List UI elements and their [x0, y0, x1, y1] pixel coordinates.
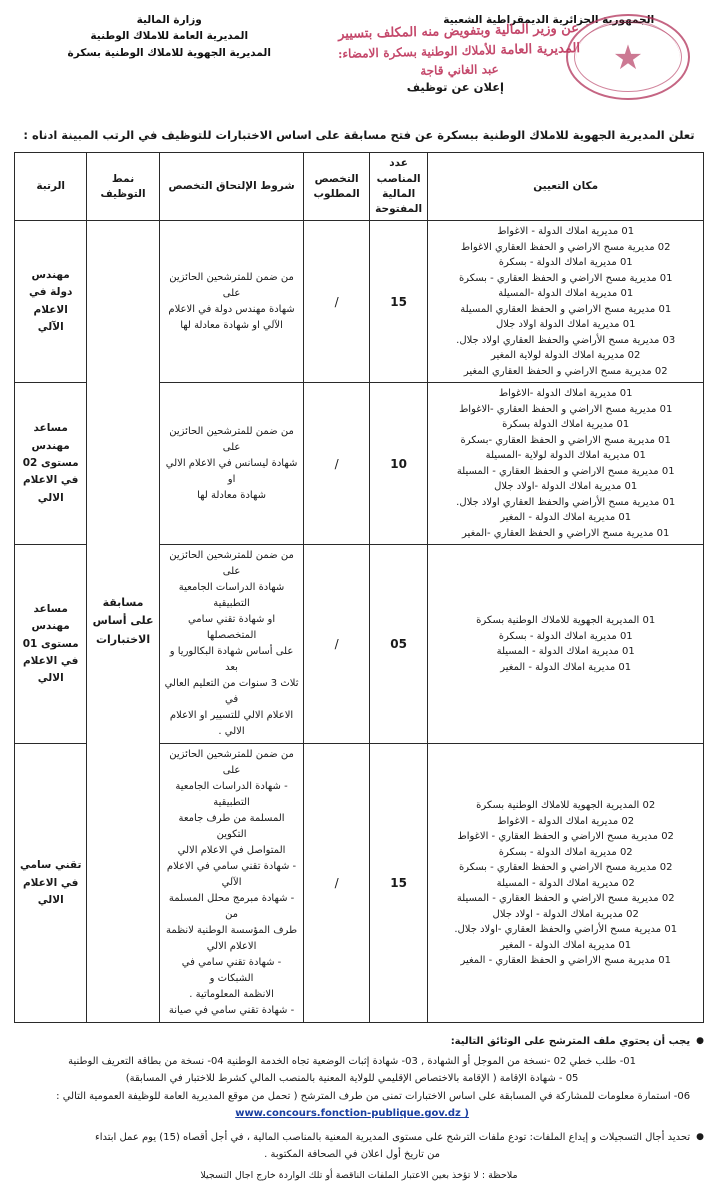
row3-posts: 05 [369, 545, 428, 744]
place-item: 01 مديرية املاك الدولة - بسكرة [498, 630, 633, 642]
condition-line: شهادة مهندس دولة في الاعلام [168, 303, 295, 315]
condition-line: الانظمة المعلوماتية . [189, 989, 274, 1001]
documents-heading: يجب أن يحتوي ملف المترشح على الوثائق التالية: [450, 1036, 691, 1048]
place-item: 01 مديرية مسح الاراضي و الحفظ العقاري -بسكرة [460, 434, 671, 446]
ministry-line-1: وزارة المالية [136, 14, 202, 26]
stamp-inner-ring [574, 22, 682, 92]
row2-posts: 10 [369, 383, 428, 545]
row3-grade: مساعد مهندس مستوى 01 في الاعلام الالي [15, 545, 87, 744]
row4-conditions [159, 744, 304, 1023]
condition-line: الاعلام الالي [206, 941, 257, 953]
row3-conditions [159, 545, 304, 744]
place-item: 03 مديرية مسح الأراضي والحفظ العقاري اولاد جلال. [456, 334, 676, 346]
place-item: 02 المديرية الجهوية للاملاك الوطنية بسكرة [476, 800, 656, 812]
stamp-arc [576, 20, 680, 97]
documents-block [14, 1033, 704, 1123]
fonction-publique-link[interactable]: www.concours.fonction-publique.gov.dz ) [235, 1108, 469, 1120]
place-item: 02 مديرية املاك الدولة لولاية المغير [491, 350, 641, 362]
condition-line: شهادة ليسانس في الاعلام الالي او [165, 457, 298, 485]
place-item: 01 مديرية مسح الاراضي و الحفظ العقاري - المسيلة [456, 465, 675, 477]
place-item: 01 مديرية املاك الدولة لولاية -المسيلة [485, 450, 646, 462]
deadline-line: تحديد أجال التسجيلات و إيداع الملفات: تودع ملفات الترشح على مستوى المديرية المعنية بالمناصب المالية ، في أجل أقصاه (15) يوم عمل ابتداء [95, 1131, 691, 1143]
place-item: 02 مديرية املاك الدولة - الاغواط [497, 815, 635, 827]
place-item: 01 مديرية مسح الاراضي و الحفظ العقاري - المغير [460, 955, 671, 967]
announcement-note: إعلان عن توظيف [406, 80, 504, 94]
recruitment-mode: مسابقة على أساس الاختبارات [87, 221, 159, 1023]
documents-line: 01- طلب خطي 02 -نسخة من الموجل أو الشهادة , 03- شهادة إثبات الوضعية تجاه الخدمة الوطنية 04- نسخة من بطاقة التعريف الوطنية [68, 1055, 637, 1067]
signature-line-1: عن وزير المالية وبتفويض منه [421, 21, 580, 40]
place-item: 02 مديرية املاك الدولة - اولاد جلال [492, 908, 639, 920]
deadline-block [14, 1129, 704, 1164]
positions-table [14, 152, 704, 1023]
col-header-posts: عدد المناصب المالية المفتوحة [369, 153, 428, 221]
condition-line: او شهادة تقني سامي المتخصصلها [187, 614, 276, 642]
place-item: 01 مديرية مسح الأراضي والحفظ العقاري اولاد جلال. [456, 496, 676, 508]
place-item: 01 مديرية املاك الدولة - بسكرة [498, 257, 633, 269]
condition-line: الالي . [218, 726, 245, 738]
row2-grade: مساعد مهندس مستوى 02 في الاعلام الالي [15, 383, 87, 545]
ministry-line-2: المديرية العامة للاملاك الوطنية [90, 30, 249, 43]
row1-posts: 15 [369, 221, 428, 383]
row1-spec: / [304, 221, 369, 383]
place-item: 01 مديرية مسح الأراضي والحفظ العقاري -اولاد جلال. [454, 924, 678, 936]
warning-note: ملاحظة : لا تؤخذ بعين الاعتبار الملفات الناقصة أو تلك الواردة خارج اجال التسجيلا [200, 1169, 518, 1181]
place-item: 02 مديرية مسح الاراضي و الحفظ العقاري الاغواط [460, 241, 671, 253]
bullet-dot-icon: ● [696, 1036, 704, 1047]
condition-line: - شهادة تقني سامي في الاعلام الآلي [166, 861, 297, 889]
condition-line: ثلاث 3 سنوات من التعليم العالي في [164, 678, 299, 706]
condition-line: على أساس شهادة البكالوريا و بعد [169, 646, 294, 674]
table-row [15, 221, 704, 383]
row2-conditions [159, 383, 304, 545]
col-header-grade: الرتبة [15, 153, 87, 221]
row4-places [428, 744, 704, 1023]
row2-spec: / [304, 383, 369, 545]
row3-spec: / [304, 545, 369, 744]
place-item: 02 مديرية مسح الاراضي و الحفظ العقاري المغير [463, 365, 668, 377]
place-item: 01 مديرية املاك الدولة -اولاد جلال [494, 481, 638, 493]
row2-places [428, 383, 704, 545]
stamp-star-icon: ★ [612, 38, 644, 78]
condition-line: من ضمن للمترشحين الحائزين على [169, 749, 294, 777]
condition-line: شهادة معادلة لها [197, 489, 266, 501]
condition-line: المسلمة من طرف جامعة التكوين [178, 813, 285, 841]
condition-line: من ضمن للمترشحين الحائزين على [169, 271, 294, 299]
row3-places [428, 545, 704, 744]
col-header-place: مكان التعيين [428, 153, 704, 221]
signature-line-4: الامضاء: عبد الغاني قاجة [337, 45, 499, 78]
col-header-conditions: شروط الإلتحاق التخصص [159, 153, 304, 221]
deadline-body [14, 1129, 690, 1164]
documents-url-line [14, 1105, 690, 1123]
row4-spec: / [304, 744, 369, 1023]
condition-line: طرف المؤسسة الوطنية لانظمة [166, 925, 298, 937]
documents-line: 05 - شهادة الإقامة ( الإقامة بالاختصاص الإقليمي للولاية المعنية بالمنصب المالي كشرط للاختبار في المسابقة) [125, 1073, 579, 1085]
place-item: 02 مديرية املاك الدولة - بسكرة [498, 846, 633, 858]
place-item: 01 مديرية املاك الدولة -المسيلة [498, 288, 634, 300]
condition-line: - شهادة مبرمج محلل المسلمة من [168, 893, 295, 921]
place-item: 01 مديرية مسح الاراضي و الحفظ العقاري -الاغواط [459, 403, 673, 415]
ministry-line-3: المديرية الجهوية للاملاك الوطنية بسكرة [67, 46, 271, 59]
row1-conditions [159, 221, 304, 383]
place-item: 01 مديرية املاك الدولة - المغير [500, 939, 632, 951]
place-item: 01 المديرية الجهوية للاملاك الوطنية بسكرة [476, 615, 656, 627]
place-item: 01 مديرية املاك الدولة بسكرة [502, 419, 630, 431]
row1-places [428, 221, 704, 383]
condition-line: الاعلام الالي للتسيير او الاعلام [169, 710, 294, 722]
intro-paragraph: تعلن المديرية الجهوية للاملاك الوطنية ببسكرة عن فتح مسابقة على اساس الاختبارات للتوظيف في الرتب المبينة ادناه : [23, 128, 695, 142]
place-item: 02 مديرية مسح الاراضي و الحفظ العقاري - المسيلة [456, 893, 675, 905]
condition-line: من ضمن للمترشحين الحائزين على [169, 550, 294, 578]
place-item: 01 مديرية مسح الاراضي و الحفظ العقاري - بسكرة [458, 272, 673, 284]
row1-grade: مهندس دولة في الاعلام الآلي [15, 221, 87, 383]
table-header-row [15, 153, 704, 221]
row4-posts: 15 [369, 744, 428, 1023]
condition-line: - شهادة الدراسات الجامعية التطبيقية [175, 781, 288, 809]
place-item: 02 مديرية مسح الاراضي و الحفظ العقاري - الاغواط [457, 831, 674, 843]
place-item: 01 مديرية املاك الدولة - المغير [500, 661, 632, 673]
document-header [14, 8, 704, 116]
col-header-spec: التخصص المطلوب [304, 153, 369, 221]
condition-line: - شهادة تقني سامي في الشبكات و [181, 957, 282, 985]
condition-line: شهادة الدراسات الجامعية التطبيقية [178, 582, 285, 610]
documents-line: 06- استمارة معلومات للمشاركة في المسابقة على اساس الاختبارات تمنى من طرف المترشح ( تحمل من موقع المديرية العامة للوظيفة العمومية التالي : [56, 1090, 691, 1102]
col-header-mode: نمط التوظيف [87, 153, 159, 221]
deadline-line: من تاريخ أول اعلان في الصحافة المكتوبة . [264, 1149, 441, 1161]
documents-body [14, 1033, 690, 1123]
place-item: 01 مديرية املاك الدولة - المغير [500, 512, 632, 524]
place-item: 01 مديرية املاك الدولة - المسيلة [496, 646, 635, 658]
place-item: 01 مديرية املاك الدولة اولاد جلال [495, 319, 636, 331]
place-item: 01 مديرية املاك الدولة -الاغواط [498, 388, 633, 400]
place-item: 02 مديرية مسح الاراضي و الحفظ العقاري - بسكرة [458, 862, 673, 874]
republic-line: الجمهورية الجزائرية الديمقراطية الشعبية [443, 14, 655, 26]
place-item: 01 مديرية مسح الاراضي و الحفظ العقاري المسيلة [460, 303, 672, 315]
header-republic-block [394, 8, 705, 28]
signature-line-3: للأملاك الوطنية بسكرة [383, 42, 497, 60]
header-ministry-block [14, 8, 325, 61]
handwritten-signature-block [333, 19, 584, 84]
condition-line: الآلي او شهادة معادلة لها [180, 319, 283, 331]
place-item: 02 مديرية املاك الدولة - المسيلة [496, 877, 635, 889]
condition-line: من ضمن للمترشحين الحائزين على [169, 425, 294, 453]
condition-line: - شهادة تقني سامي في صيانة [168, 1005, 295, 1017]
place-item: 01 مديرية املاك الدولة - الاغواط [497, 226, 635, 238]
bullet-dot-icon: ● [696, 1131, 704, 1142]
row4-grade: تقني سامي في الاعلام الالي [15, 744, 87, 1023]
condition-line: المتواصل في الاعلام الالي [177, 845, 286, 857]
place-item: 01 مديرية مسح الاراضي و الحفظ العقاري -المغير [462, 527, 670, 539]
footer-notes [14, 1033, 704, 1184]
signature-line-2: المكلف بتسيير المديرية العامة [337, 25, 581, 58]
